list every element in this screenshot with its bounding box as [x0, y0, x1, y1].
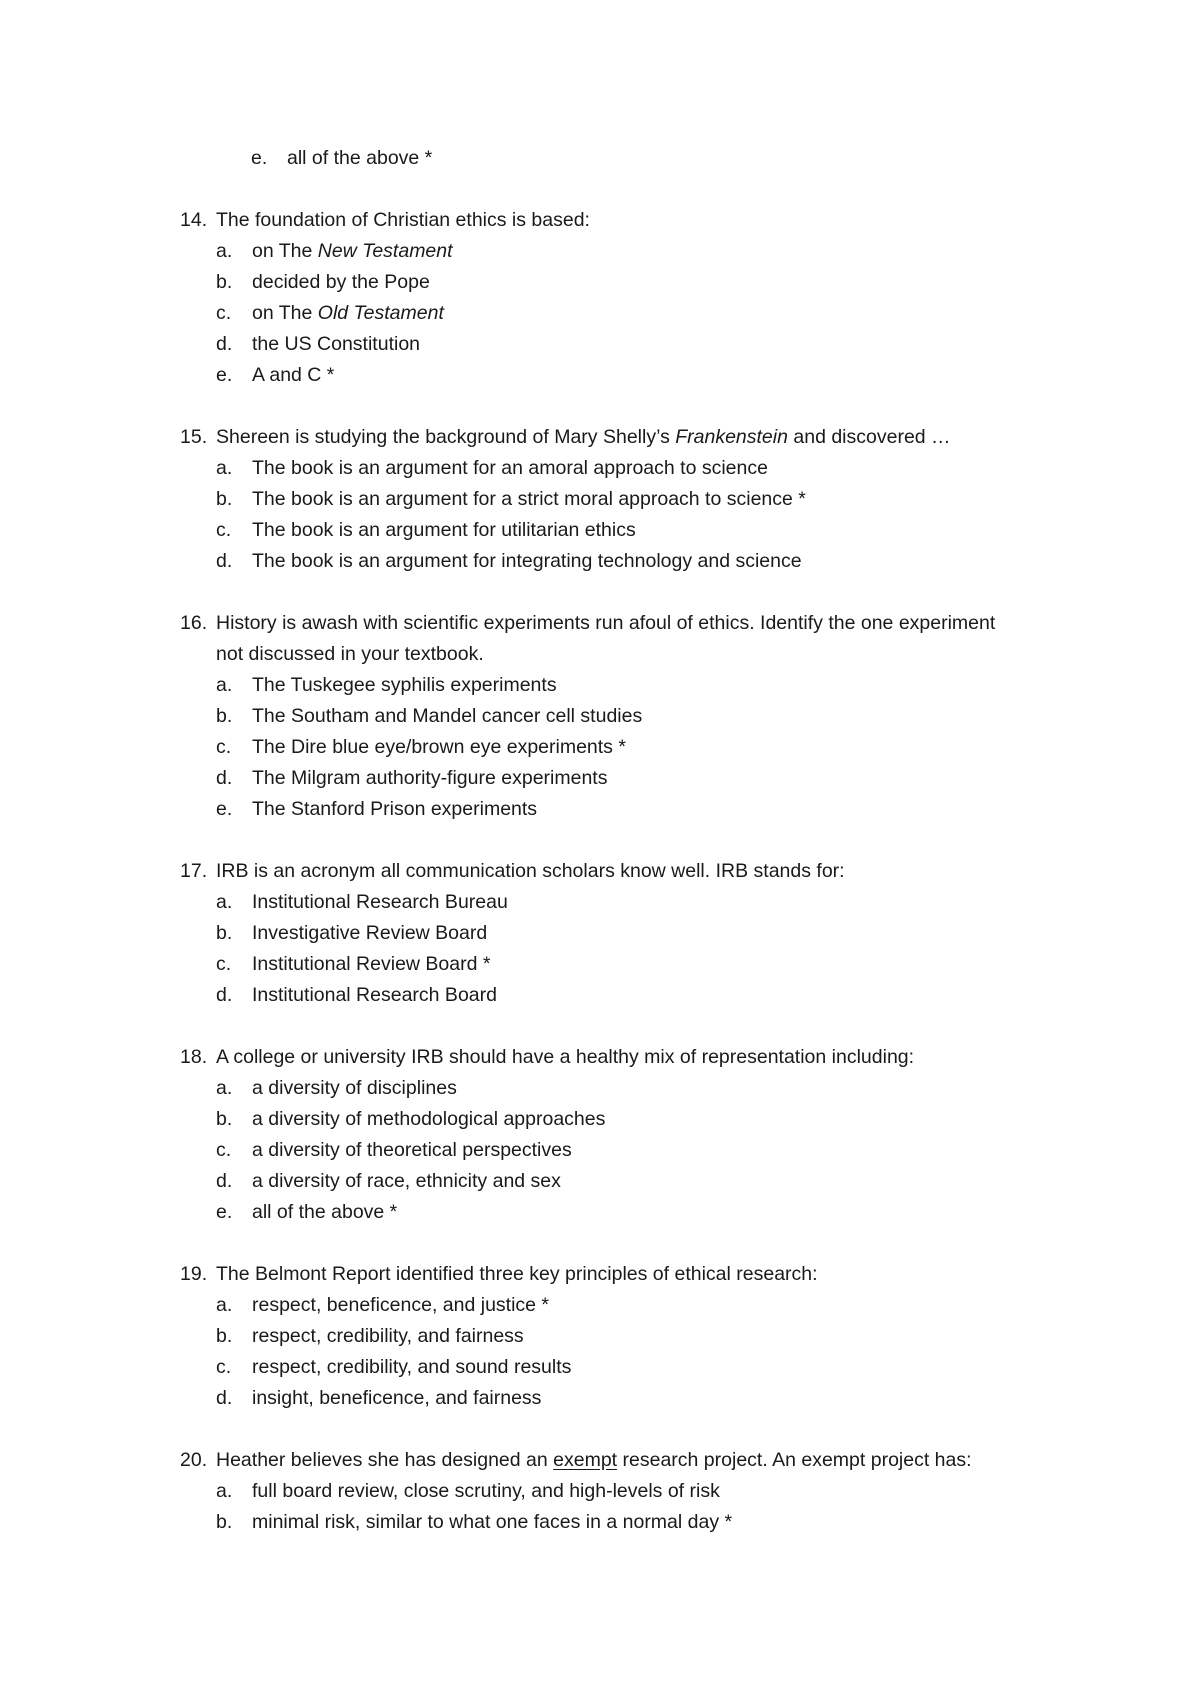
question-number: 17. — [180, 860, 208, 882]
option-text: all of the above * — [252, 1201, 398, 1223]
option-letter: c. — [216, 1356, 232, 1378]
question-number: 19. — [180, 1263, 208, 1285]
option-text: on The New Testament — [252, 240, 453, 262]
option-letter: b. — [216, 488, 233, 510]
option-letter: a. — [216, 457, 233, 479]
option-text: Investigative Review Board — [252, 922, 488, 944]
option-letter: c. — [216, 302, 232, 324]
option-text: respect, credibility, and sound results — [252, 1356, 572, 1378]
option-text: The Stanford Prison experiments — [252, 798, 538, 820]
option-letter: a. — [216, 240, 233, 262]
option-text: The book is an argument for a strict moral approach to science * — [252, 488, 806, 510]
option-letter: d. — [216, 984, 233, 1006]
option-text: The book is an argument for integrating technology and science — [252, 550, 802, 572]
option-text: all of the above * — [287, 147, 433, 169]
question-number: 20. — [180, 1449, 208, 1471]
option-text: on The Old Testament — [252, 302, 444, 324]
option-letter: a. — [216, 891, 233, 913]
question-text: Shereen is studying the background of Mary Shelly’s Frankenstein and discovered … — [216, 426, 951, 448]
option-letter: e. — [251, 147, 268, 169]
question-text: The foundation of Christian ethics is based: — [216, 209, 590, 231]
option-text: respect, credibility, and fairness — [252, 1325, 524, 1347]
option-text: decided by the Pope — [252, 271, 430, 293]
option-text: The Tuskegee syphilis experiments — [252, 674, 557, 696]
option-letter: d. — [216, 1387, 233, 1409]
option-letter: d. — [216, 767, 233, 789]
option-text: Institutional Research Bureau — [252, 891, 508, 913]
option-letter: a. — [216, 1294, 233, 1316]
option-text: The Milgram authority-figure experiments — [252, 767, 608, 789]
option-text: respect, beneficence, and justice * — [252, 1294, 550, 1316]
option-text: The Dire blue eye/brown eye experiments * — [252, 736, 626, 758]
option-text: A and C * — [252, 364, 335, 386]
option-text: Institutional Research Board — [252, 984, 497, 1006]
question-number: 16. — [180, 612, 208, 634]
option-text: Institutional Review Board * — [252, 953, 491, 975]
option-text: The Southam and Mandel cancer cell studies — [252, 705, 643, 727]
option-letter: d. — [216, 550, 233, 572]
question-number: 18. — [180, 1046, 208, 1068]
question-text: Heather believes she has designed an exempt research project. An exempt project has: — [216, 1449, 972, 1471]
option-text: a diversity of race, ethnicity and sex — [252, 1170, 561, 1192]
option-letter: c. — [216, 736, 232, 758]
question-text: IRB is an acronym all communication scholars know well. IRB stands for: — [216, 860, 845, 882]
option-letter: d. — [216, 1170, 233, 1192]
option-letter: c. — [216, 519, 232, 541]
option-letter: a. — [216, 674, 233, 696]
option-text: a diversity of theoretical perspectives — [252, 1139, 572, 1161]
option-text: insight, beneficence, and fairness — [252, 1387, 542, 1409]
question-number: 15. — [180, 426, 208, 448]
option-text: The book is an argument for an amoral approach to science — [252, 457, 768, 479]
option-letter: b. — [216, 1511, 233, 1533]
option-text: a diversity of methodological approaches — [252, 1108, 606, 1130]
option-letter: b. — [216, 922, 233, 944]
option-letter: a. — [216, 1480, 233, 1502]
option-letter: b. — [216, 1108, 233, 1130]
option-text: minimal risk, similar to what one faces in a normal day * — [252, 1511, 733, 1533]
question-text: History is awash with scientific experiments run afoul of ethics. Identify the one experiment — [216, 612, 996, 634]
question-text: not discussed in your textbook. — [216, 643, 484, 665]
option-letter: b. — [216, 1325, 233, 1347]
option-letter: a. — [216, 1077, 233, 1099]
option-text: full board review, close scrutiny, and high-levels of risk — [252, 1480, 720, 1502]
option-letter: b. — [216, 705, 233, 727]
question-text: The Belmont Report identified three key principles of ethical research: — [216, 1263, 818, 1285]
option-letter: c. — [216, 953, 232, 975]
option-letter: c. — [216, 1139, 232, 1161]
option-letter: e. — [216, 798, 233, 820]
option-text: The book is an argument for utilitarian ethics — [252, 519, 636, 541]
option-text: a diversity of disciplines — [252, 1077, 457, 1099]
option-letter: d. — [216, 333, 233, 355]
option-letter: b. — [216, 271, 233, 293]
option-letter: e. — [216, 1201, 233, 1223]
option-letter: e. — [216, 364, 233, 386]
question-number: 14. — [180, 209, 208, 231]
question-text: A college or university IRB should have a healthy mix of representation including: — [216, 1046, 915, 1068]
option-text: the US Constitution — [252, 333, 421, 355]
